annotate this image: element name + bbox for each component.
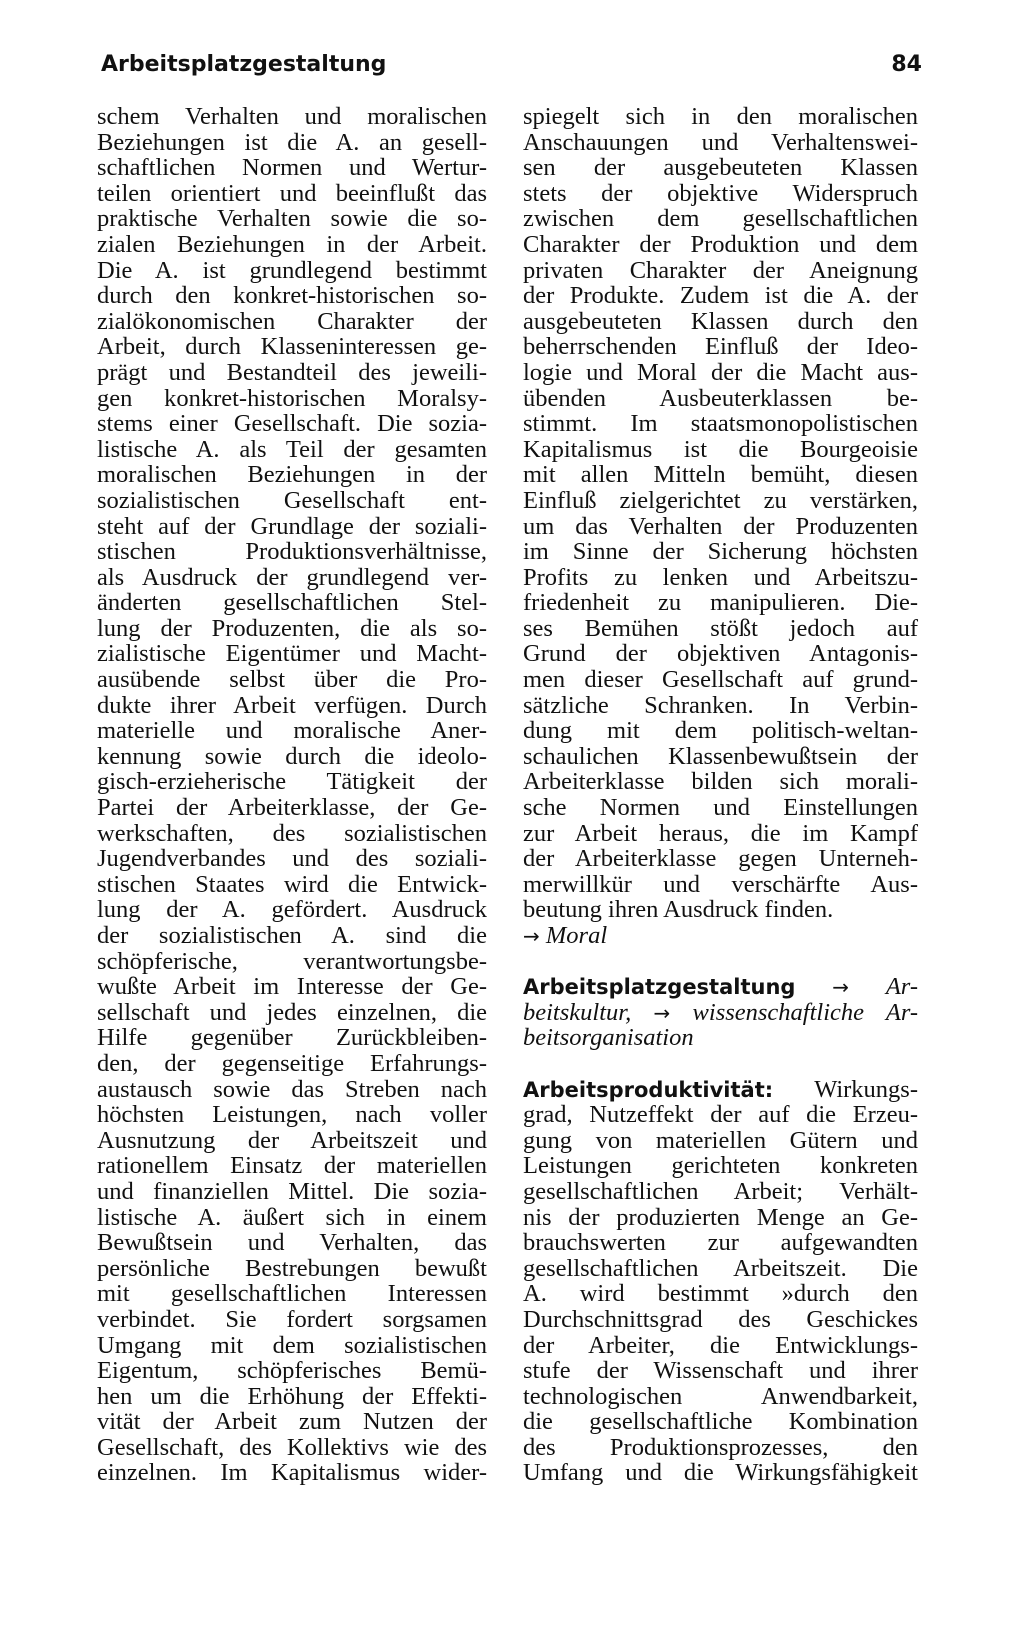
entry-line [523, 1077, 918, 1103]
text-line: Ausnutzung der Arbeitszeit und [97, 1126, 487, 1154]
text-line: mit allen Mitteln bemüht, diesen [523, 461, 918, 489]
text-line: Partei der Arbeiterklasse, der Ge- [97, 794, 487, 822]
cross-ref-moral[interactable]: Moral [545, 922, 608, 949]
entry-line [523, 1025, 918, 1051]
text-line: sellschaft und jedes einzelnen, die [97, 998, 487, 1026]
arrow-icon: → [523, 924, 540, 948]
entry-body [523, 1102, 918, 1486]
text-line: beutung ihren Ausdruck finden. [523, 896, 834, 924]
text-line: stets der objektive Widerspruch [523, 179, 918, 207]
text-line: gung von materiellen Gütern und [523, 1126, 918, 1154]
text-line: Bewußtsein und Verhalten, das [97, 1229, 487, 1257]
cross-ref-wissenschaftliche-arbeitsorganisation[interactable]: beitsorganisation [523, 1024, 694, 1052]
page-number: 84 [891, 52, 922, 77]
text-line: spiegelt sich in den moralischen [523, 103, 918, 130]
text-line: praktische Verhalten sowie die so- [97, 205, 487, 233]
text-line: technologischen Anwendbarkeit, [523, 1382, 918, 1410]
text-line: zialistische Eigentümer und Macht- [97, 640, 487, 668]
text-line: Einfluß zielgerichtet zu verstärken, [523, 486, 918, 514]
arrow-icon: → [653, 1000, 671, 1025]
text-line: materielle und moralische Aner- [97, 717, 487, 745]
text-line: stems einer Gesellschaft. Die sozia- [97, 410, 487, 438]
text-line: zwischen dem gesellschaftlichen [523, 205, 918, 233]
text-line: Leistungen gerichteten konkreten [523, 1152, 918, 1180]
text-line: höchsten Leistungen, nach voller [97, 1101, 487, 1129]
running-head-title: Arbeitsplatzgestaltung [101, 52, 387, 77]
text-line: lung der A. gefördert. Ausdruck [97, 896, 487, 924]
text-line: die gesellschaftliche Kombination [523, 1408, 918, 1436]
text-line: der Produkte. Zudem ist die A. der [523, 282, 918, 310]
entry-spacer [523, 1051, 918, 1077]
text-line: austausch sowie das Streben nach [97, 1075, 487, 1103]
text-line: Umgang mit dem sozialistischen [97, 1331, 487, 1359]
text-line: privaten Charakter der Aneignung [523, 256, 918, 284]
text-line: Arbeit, durch Klasseninteressen ge- [97, 333, 487, 361]
text-line: schaulichen Klassenbewußtsein der [523, 742, 918, 770]
text-line: teilen orientiert und beeinflußt das [97, 179, 487, 207]
text-line: änderten gesellschaftlichen Stel- [97, 589, 487, 617]
text-line: Eigentum, schöpferisches Bemü- [97, 1357, 487, 1385]
text-line: um das Verhalten der Produzenten [523, 512, 918, 540]
text-line: ausgebeuteten Klassen durch den [523, 307, 918, 335]
text-line: Hilfe gegenüber Zurückbleiben- [97, 1024, 487, 1052]
text-line: prägt und Bestandteil des jeweili- [97, 358, 487, 386]
text-line: nis der produzierten Menge an Ge- [523, 1203, 918, 1231]
text-line: Die A. ist grundlegend bestimmt [97, 256, 487, 284]
text-line: der sozialistischen A. sind die [97, 922, 487, 949]
text-line: dukte ihrer Arbeit verfügen. Durch [97, 691, 487, 719]
text-line: Profits zu lenken und Arbeitszu- [523, 563, 918, 591]
text-line: A. wird bestimmt »durch den [523, 1280, 918, 1308]
text-line: sen der ausgebeuteten Klassen [523, 154, 918, 182]
text-line: vität der Arbeit zum Nutzen der [97, 1408, 487, 1436]
text-line: sozialistischen Gesellschaft ent- [97, 486, 487, 514]
text-line: des Produktionsprozesses, den [523, 1433, 918, 1461]
text-line: stischen Produktionsverhältnisse, [97, 538, 487, 566]
text-line: und finanziellen Mittel. Die sozia- [97, 1177, 487, 1205]
text-line: kennung sowie durch die ideolo- [97, 742, 487, 770]
text-line: werkschaften, des sozialistischen [97, 819, 487, 847]
text-line: Gesellschaft, des Kollektivs wie des [97, 1433, 487, 1461]
text-line: listische A. äußert sich in einem [97, 1203, 487, 1231]
text-line: gen konkret-historischen Moralsy- [97, 384, 487, 412]
text-line: Anschauungen und Verhaltenswei- [523, 128, 918, 156]
text-line: listische A. als Teil der gesamten [97, 435, 487, 463]
text-line: schem Verhalten und moralischen [97, 103, 487, 130]
entry-line [523, 974, 918, 1000]
text-line: durch den konkret-historischen so- [97, 282, 487, 310]
entry-line [523, 1000, 918, 1026]
text-line: logie und Moral der die Macht aus- [523, 358, 918, 386]
text-line: persönliche Bestrebungen bewußt [97, 1254, 487, 1282]
text-line: lung der Produzenten, die als so- [97, 614, 487, 642]
entry-arbeitsproduktivitaet [523, 1077, 918, 1487]
text-line: Kapitalismus ist die Bourgeoisie [523, 435, 918, 463]
text-line: ses Bemühen stößt jedoch auf [523, 614, 918, 642]
text-line: Umfang und die Wirkungsfähigkeit [523, 1459, 918, 1487]
text-line: grad, Nutzeffekt der auf die Erzeu- [523, 1101, 918, 1129]
text-line: hen um die Erhöhung der Effekti- [97, 1382, 487, 1410]
text-line: gesellschaftlichen Arbeit; Verhält- [523, 1177, 918, 1205]
text-line: dung mit dem politisch-weltan- [523, 717, 918, 745]
left-column [97, 104, 487, 1486]
text-line: den, der gegenseitige Erfahrungs- [97, 1049, 487, 1077]
cross-ref-arbeitskultur[interactable]: beitskultur, [523, 998, 632, 1026]
text-line: schaftlichen Normen und Wertur- [97, 154, 487, 182]
cross-ref-arbeitskultur[interactable]: Ar- [885, 973, 918, 1001]
text-line: einzelnen. Im Kapitalismus wider- [97, 1459, 487, 1487]
right-column [523, 104, 918, 1486]
text-line: der Arbeiter, die Entwicklungs- [523, 1331, 918, 1359]
text-line: Jugendverbandes und des soziali- [97, 845, 487, 873]
text-line: men dieser Gesellschaft auf grund- [523, 666, 918, 694]
running-head [101, 52, 922, 86]
text-line: mit gesellschaftlichen Interessen [97, 1280, 487, 1308]
text-line: zialökonomischen Charakter der [97, 307, 487, 335]
text-line: wußte Arbeit im Interesse der Ge- [97, 973, 487, 1001]
text-line: im Sinne der Sicherung höchsten [523, 538, 918, 566]
text-line: Durchschnittsgrad des Geschickes [523, 1305, 918, 1333]
entry-keyword: Arbeitsplatzgestaltung [523, 975, 796, 1000]
entry-text: Wirkungs- [814, 1075, 918, 1103]
text-line: zialen Beziehungen in der Arbeit. [97, 230, 487, 258]
text-line: zur Arbeit heraus, die im Kampf [523, 819, 918, 847]
text-line: brauchswerten zur aufgewandten [523, 1229, 918, 1257]
text-line: verbindet. Sie fordert sorgsamen [97, 1305, 487, 1333]
text-line: stischen Staates wird die Entwick- [97, 870, 487, 898]
entry-arbeitsplatzgestaltung [523, 974, 918, 1051]
text-line: friedenheit zu manipulieren. Die- [523, 589, 918, 617]
text-line: Grund der objektiven Antagonis- [523, 640, 918, 668]
text-line: gesellschaftlichen Arbeitszeit. Die [523, 1254, 918, 1282]
entry-spacer [523, 949, 918, 975]
arrow-icon: → [832, 975, 850, 1000]
text-line: beherrschenden Einfluß der Ideo- [523, 333, 918, 361]
text-line: moralischen Beziehungen in der [97, 461, 487, 489]
text-line: Charakter der Produktion und dem [523, 230, 918, 258]
text-line: sche Normen und Einstellungen [523, 794, 918, 822]
text-line: merwillkür und verschärfte Aus- [523, 870, 918, 898]
text-line: sätzliche Schranken. In Verbin- [523, 691, 918, 719]
text-line: schöpferische, verantwortungsbe- [97, 947, 487, 975]
text-line: der Arbeiterklasse gegen Unterneh- [523, 845, 918, 873]
text-line: Beziehungen ist die A. an gesell- [97, 128, 487, 156]
cross-ref-wissenschaftliche-arbeitsorganisation[interactable]: wissenschaftliche Ar- [692, 998, 919, 1026]
text-line: rationellem Einsatz der materiellen [97, 1152, 487, 1180]
text-line: steht auf der Grundlage der soziali- [97, 512, 487, 540]
text-line: übenden Ausbeuterklassen be- [523, 384, 918, 412]
entry-keyword: Arbeitsproduktivität: [523, 1077, 774, 1102]
text-line: stimmt. Im staatsmonopolistischen [523, 410, 918, 438]
text-line: gisch-erzieherische Tätigkeit der [97, 768, 487, 796]
text-line: stufe der Wissenschaft und ihrer [523, 1357, 918, 1385]
text-line: ausübende selbst über die Pro- [97, 666, 487, 694]
text-line: als Ausdruck der grundlegend ver- [97, 563, 487, 591]
see-also-moral [523, 923, 918, 949]
text-line: Arbeiterklasse bilden sich morali- [523, 768, 918, 796]
entry-continuation [523, 104, 918, 923]
